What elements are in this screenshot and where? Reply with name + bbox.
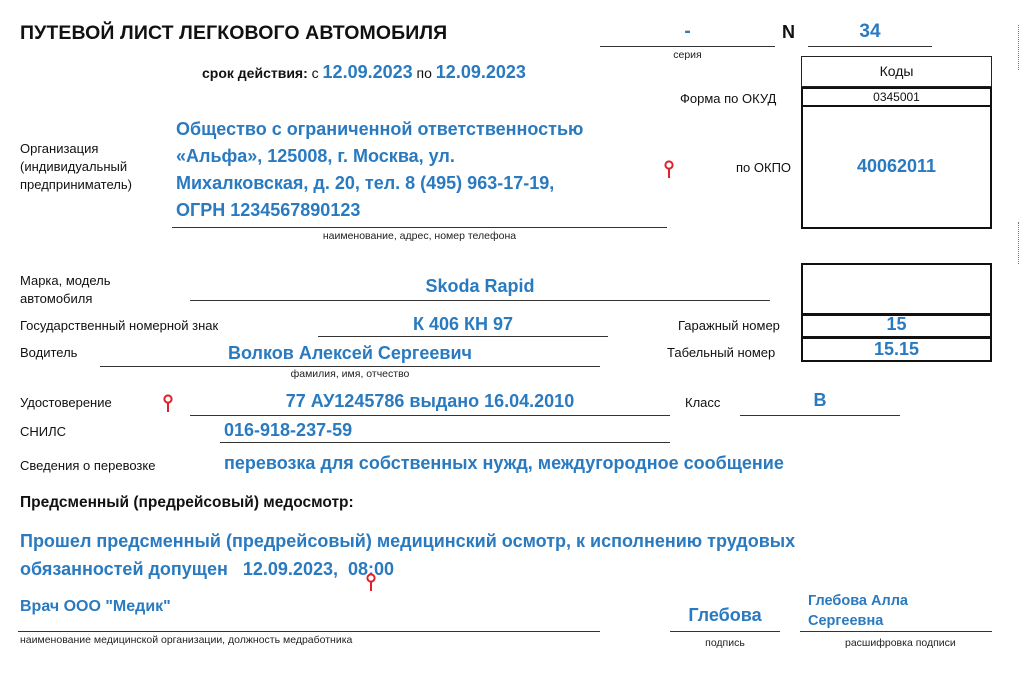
garage-label: Гаражный номер bbox=[678, 318, 780, 333]
document-title: ПУТЕВОЙ ЛИСТ ЛЕГКОВОГО АВТОМОБИЛЯ bbox=[20, 22, 448, 44]
okud-value[interactable]: 0345001 bbox=[873, 90, 920, 104]
org-line1: Общество с ограниченной ответственностью bbox=[176, 119, 584, 139]
map-pin-icon[interactable] bbox=[162, 394, 174, 414]
medical-org-caption: наименование медицинской организации, должность медработника bbox=[20, 634, 353, 646]
number-value[interactable]: 34 bbox=[859, 21, 881, 42]
org-label-line3: предприниматель) bbox=[20, 177, 132, 192]
driver-label: Водитель bbox=[20, 345, 78, 360]
model-label-line1: Марка, модель bbox=[20, 273, 111, 288]
okpo-value[interactable]: 40062011 bbox=[856, 156, 937, 176]
validity-row bbox=[202, 62, 526, 83]
model-value[interactable]: Skoda Rapid bbox=[425, 276, 535, 296]
transport-label: Сведения о перевозке bbox=[20, 458, 156, 473]
validity-label: срок действия: bbox=[202, 65, 308, 81]
driver-caption: фамилия, имя, отчество bbox=[290, 368, 410, 380]
medical-line2: обязанностей допущен 12.09.2023, 08:00 bbox=[20, 559, 395, 579]
okud-label: Форма по ОКУД bbox=[680, 91, 777, 106]
series-value[interactable]: - bbox=[684, 21, 691, 42]
from-label: с bbox=[311, 65, 319, 81]
medical-heading: Предсменный (предрейсовый) медосмотр: bbox=[20, 494, 354, 511]
signature-caption: подпись bbox=[705, 637, 745, 649]
signature-decode[interactable] bbox=[808, 591, 908, 631]
transport-value[interactable]: перевозка для собственных нужд, междугородное сообщение bbox=[224, 453, 784, 473]
medical-text[interactable] bbox=[20, 527, 795, 583]
edge-dotted-mark bbox=[1018, 25, 1019, 70]
org-underline bbox=[172, 227, 667, 228]
plate-label: Государственный номерной знак bbox=[20, 318, 219, 333]
decode-line2: Сергеевна bbox=[808, 613, 884, 629]
signature-underline bbox=[670, 631, 780, 632]
license-underline bbox=[190, 415, 670, 416]
tab-label: Табельный номер bbox=[667, 345, 776, 360]
map-pin-icon[interactable] bbox=[663, 160, 675, 180]
series-caption: серия bbox=[673, 49, 702, 61]
license-value[interactable]: 77 АУ1245786 выдано 16.04.2010 bbox=[285, 391, 575, 411]
date-from[interactable]: 12.09.2023 bbox=[322, 62, 413, 82]
decode-underline bbox=[800, 631, 992, 632]
map-pin-icon[interactable] bbox=[365, 573, 377, 593]
org-caption: наименование, адрес, номер телефона bbox=[322, 230, 517, 242]
plate-value[interactable]: К 406 КН 97 bbox=[412, 314, 514, 334]
snils-underline bbox=[220, 442, 670, 443]
snils-value[interactable]: 016-918-237-59 bbox=[224, 420, 353, 440]
to-label: по bbox=[416, 65, 432, 81]
class-label: Класс bbox=[685, 395, 721, 410]
class-value[interactable]: B bbox=[813, 390, 827, 410]
number-underline bbox=[808, 46, 932, 47]
garage-value[interactable]: 15 bbox=[886, 314, 907, 334]
medical-org-underline bbox=[18, 631, 600, 632]
okpo-label: по ОКПО bbox=[736, 160, 792, 175]
org-label-line1: Организация bbox=[20, 141, 99, 156]
date-to[interactable]: 12.09.2023 bbox=[435, 62, 526, 82]
vehicle-codes-cell bbox=[801, 263, 992, 315]
model-label bbox=[20, 272, 111, 308]
driver-name[interactable]: Волков Алексей Сергеевич bbox=[228, 343, 472, 363]
org-value[interactable] bbox=[176, 116, 583, 224]
decode-line1: Глебова Алла bbox=[808, 593, 908, 609]
number-label: N bbox=[782, 22, 795, 42]
driver-underline bbox=[100, 366, 600, 367]
tab-value[interactable]: 15.15 bbox=[873, 339, 920, 359]
medical-org-value[interactable]: Врач ООО "Медик" bbox=[20, 598, 171, 615]
series-underline bbox=[600, 46, 775, 47]
signature-value[interactable]: Глебова bbox=[688, 605, 762, 625]
class-underline bbox=[740, 415, 900, 416]
org-label bbox=[20, 140, 132, 194]
org-line2: «Альфа», 125008, г. Москва, ул. bbox=[176, 146, 455, 166]
snils-label: СНИЛС bbox=[20, 424, 67, 439]
codes-header: Коды bbox=[879, 63, 914, 79]
model-label-line2: автомобиля bbox=[20, 291, 93, 306]
org-line3: Михалковская, д. 20, тел. 8 (495) 963-17-19, bbox=[176, 173, 555, 193]
model-underline bbox=[190, 300, 770, 301]
medical-line1: Прошел предсменный (предрейсовый) медицинский осмотр, к исполнению трудовых bbox=[20, 531, 796, 551]
org-label-line2: (индивидуальный bbox=[20, 159, 128, 174]
org-line4: ОГРН 1234567890123 bbox=[176, 200, 361, 220]
plate-underline bbox=[318, 336, 608, 337]
edge-dotted-mark bbox=[1018, 222, 1019, 264]
decode-caption: расшифровка подписи bbox=[845, 637, 956, 649]
license-label: Удостоверение bbox=[20, 395, 112, 410]
